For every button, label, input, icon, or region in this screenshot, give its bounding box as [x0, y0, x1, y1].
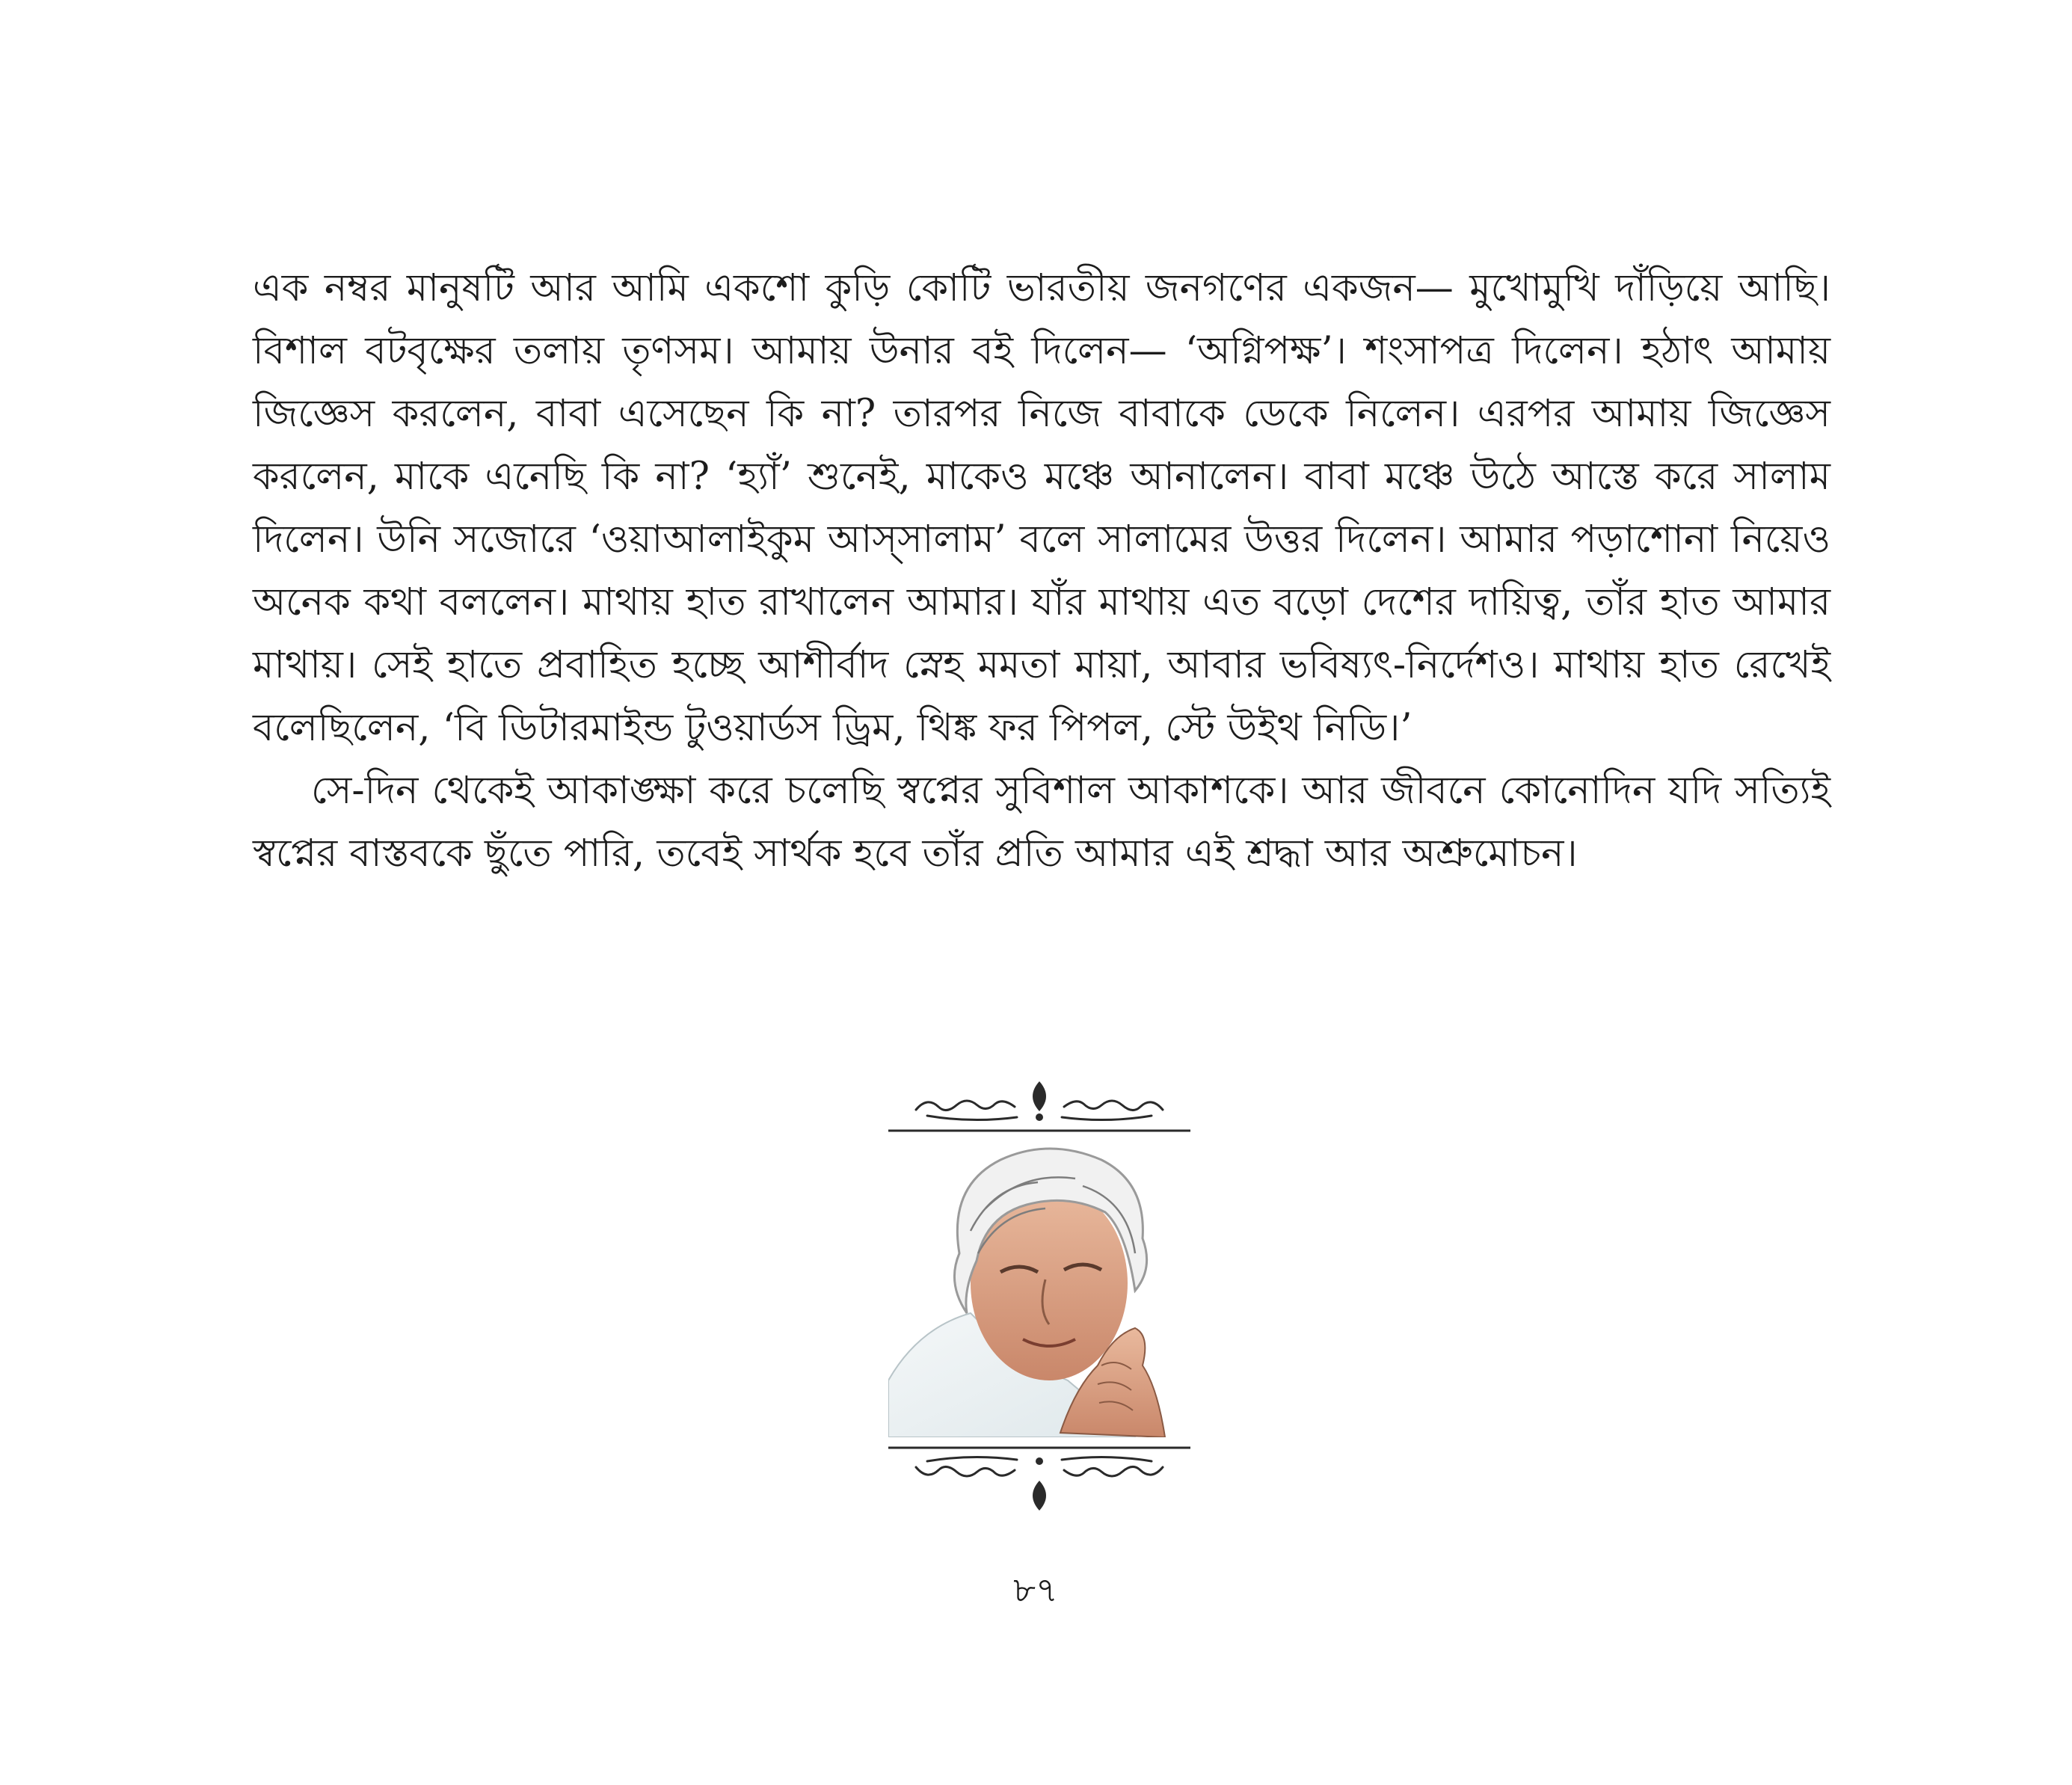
ornament-top-icon [882, 1077, 1196, 1137]
ornament-bottom-icon [882, 1442, 1196, 1526]
portrait-illustration [888, 1141, 1190, 1437]
illustration-frame [882, 1077, 1196, 1526]
main-text [253, 257, 1830, 885]
page-number: ৮৭ [1013, 1570, 1058, 1610]
paragraph-2: সে-দিন থেকেই আকাঙ্ক্ষা করে চলেছি স্বপ্নের সুবিশাল আকাশকে। আর জীবনে কোনোদিন যদি সত্যিই স্বপ্নের বাস্তবকে ছুঁতে পারি, তবেই সার্থক হবে তাঁর প্রতি আমার এই শ্রদ্ধা আর অশ্রুমোচন। [253, 769, 1830, 876]
paragraph-1: এক নম্বর মানুষটি আর আমি একশো কুড়ি কোটি ভারতীয় জনগণের একজন— মুখোমুখি দাঁড়িয়ে আছি। বিশাল বটবৃক্ষের তলায় তৃণসম। আমায় উনার বই দিলেন— ‘অগ্নিপক্ষ’। শংসাপত্র দিলেন। হঠাৎ আমায় জিজ্ঞেস করলেন, বাবা এসেছেন কি না? তারপর নিজে বাবাকে ডেকে নিলেন। এরপর আমায় জিজ্ঞেস করলেন, মাকে এনেছি কি না? ‘হ্যাঁ’ শুনেই, মাকেও মঞ্চে আনালেন। বাবা মঞ্চে উঠে আস্তে করে সালাম দিলেন। উনি সজোরে ‘ওয়াআলাইকুম আস্‌সালাম’ বলে সালামের উত্তর দিলেন। আমার পড়াশোনা নিয়েও অনেক কথা বললেন। মাথায় হাত রাখালেন আমার। যাঁর মাথায় এত বড়ো দেশের দায়িত্ব, তাঁর হাত আমার মাথায়। সেই হাতে প্রবাহিত হচ্ছে আশীর্বাদ স্নেহ মমতা মায়া, আবার ভবিষ্যৎ-নির্দেশও। মাথায় হাত রেখেই বলেছিলেন, ‘বি ডিটারমাইন্ড টুওয়ার্ডস ড্রিম, থিঙ্ক ফর পিপল, স্টে উইথ নিডি।’ [253, 266, 1830, 750]
